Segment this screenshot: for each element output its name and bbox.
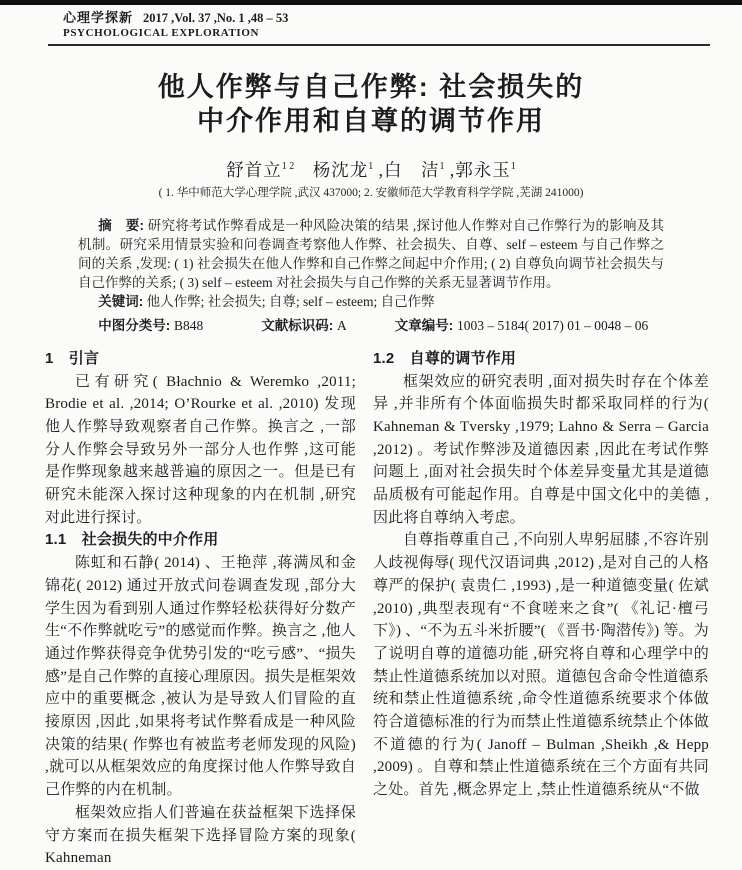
abstract-label: 摘 要: [98, 217, 145, 233]
body-paragraph: 已有研究( Błachnio & Weremko ,2011; Brodie et al. ,2014; O’Rourke et al. ,2010) 发现他人作弊导致观察者自己作弊。换言之 ,一部分人作弊会导致另外一部分人也作弊 ,这可能是作弊现象越来越普遍的原因之一。但是已有研究未能深入探讨这种现象的内在机制 ,研究对此进行探讨。 [45, 373, 356, 526]
document-code-value: A [337, 317, 347, 333]
body-paragraph: 自尊指尊重自己 ,不向别人卑躬屈膝 ,不容许别人歧视侮辱( 现代汉语词典 ,2012) ,是对自己的人格尊严的保护( 袁贵仁 ,1993) ,是一种道德变量( 佐斌 ,2010) ,典型表现有“不食嗟来之食”( 《礼记·檀弓下》) 、“不为五斗米折腰”( 《晋书·陶潜传》) 等。为了说明自尊的道德功能 ,研究将自尊和心理学中的禁止性道德系统加以对照。道德包含命令性道德系统和禁止性道德系统 ,命令性道德系统要求个体做符合道德标准的行为而禁止性道德系统禁止个体做不道德的行为( Janoff – Bulman ,Sheikh ,& Hepp ,2009) 。自尊和禁止性道德系统在三个方面有共同之处。首先 ,概念界定上 ,禁止性道德系统从“不做 [373, 532, 709, 799]
clc-label: 中图分类号: [98, 317, 174, 333]
journal-header [63, 10, 742, 40]
author-separator: , [373, 159, 384, 180]
author-separator: , [444, 159, 456, 180]
keywords-line [78, 292, 664, 311]
abstract-block [78, 216, 664, 311]
journal-issue-line [63, 10, 742, 26]
author-affil-marker: 1 [439, 161, 445, 172]
clc-number [98, 318, 203, 333]
page-top-bar [0, 0, 742, 5]
author-affil-marker: 1 [510, 161, 516, 172]
keywords-label: 关键词: [98, 293, 144, 309]
section-heading-1-2: 1.2 自尊的调节作用 [373, 349, 517, 367]
article-meta-line [78, 316, 664, 335]
author-name: 郭永玉 [455, 159, 511, 180]
article-title [0, 70, 742, 138]
body-paragraph: 框架效应的研究表明 ,面对损失时存在个体差异 ,并非所有个体面临损失时都采取同样的行为( Kahneman & Tversky ,1979; Lahno & Serra – Garcia ,2012) 。考试作弊涉及道德因素 ,因此在考试作弊问题上 ,面对社会损失时个体差异变量尤其是道德品质极有可能起作用。自尊是中国文化中的美德 ,因此将自尊纳入考虑。 [373, 373, 709, 526]
article-id-value: 1003 – 5184( 2017) 01 – 0048 – 06 [457, 317, 649, 333]
header-rule [48, 44, 710, 46]
left-column [45, 348, 356, 870]
author-name: 杨沈龙 [312, 159, 369, 180]
two-column-body [45, 348, 742, 870]
body-paragraph: 框架效应指人们普遍在获益框架下选择保守方案而在损失框架下选择冒险方案的现象( Kahneman [45, 804, 356, 867]
abstract-text: 研究将考试作弊看成是一种风险决策的结果 ,探讨他人作弊对自己作弊行为的影响及其机制。研究采用情景实验和问卷调查考察他人作弊、社会损失、自尊、self – esteem 与自己作弊之间的关系 ,发现: ( 1) 社会损失在他人作弊和自己作弊之间起中介作用; ( 2) 自尊负向调节社会损失与自己作弊的关系; ( 3) self – esteem 对社会损失与自己作弊的关系无显著调节作用。 [78, 217, 665, 290]
document-code [261, 318, 347, 333]
clc-value: B848 [174, 317, 204, 333]
author-affil-marker: 1 [368, 161, 374, 172]
author-separator [294, 160, 313, 180]
affiliations: ( 1. 华中师范大学心理学院 ,武汉 437000; 2. 安徽师范大学教育科学学院 ,芜湖 241000) [158, 186, 584, 199]
journal-name-en: PSYCHOLOGICAL EXPLORATION [63, 27, 260, 39]
article-title-line1: 他人作弊与自己作弊: 社会损失的 [157, 72, 585, 102]
body-paragraph: 陈虹和石静( 2014) 、王艳萍 ,蒋满凤和金锦花( 2012) 通过开放式问卷调查发现 ,部分大学生因为看到别人通过作弊轻松获得好分数产生“不作弊就吃亏”的感觉而作弊。换言之 ,他人通过作弊获得竞争优势引发的“吃亏感”、“损失感”是自己作弊的直接心理原因。损失是框架效应中的重要概念 ,被认为是导致人们冒险的直接原因 ,因此 ,如果将考试作弊看成是一种风险决策的结果( 作弊也有被监考老师发现的风险) ,就可以从框架效应的角度探讨他人作弊导致自己作弊的内在机制。 [45, 555, 356, 799]
author-name: 舒首立 [226, 159, 282, 180]
section-heading-1: 1 引言 [45, 349, 100, 367]
keywords-text: 他人作弊; 社会损失; 自尊; self – esteem; 自己作弊 [143, 293, 435, 309]
article-id [395, 318, 649, 333]
authors-line [0, 155, 742, 182]
abstract-paragraph [78, 216, 664, 292]
author-name: 白 洁 [384, 159, 440, 180]
author-affil-marker: 1 2 [281, 161, 295, 172]
journal-name-zh: 心理学探新 [63, 10, 134, 25]
document-code-label: 文献标识码: [261, 317, 338, 333]
article-title-line2: 中介作用和自尊的调节作用 [197, 106, 545, 136]
article-id-label: 文章编号: [394, 317, 458, 333]
journal-issue-info: 2017 ,Vol. 37 ,No. 1 ,48 – 53 [143, 11, 289, 25]
section-heading-1-1: 1.1 社会损失的中介作用 [45, 531, 219, 549]
right-column [373, 348, 709, 870]
